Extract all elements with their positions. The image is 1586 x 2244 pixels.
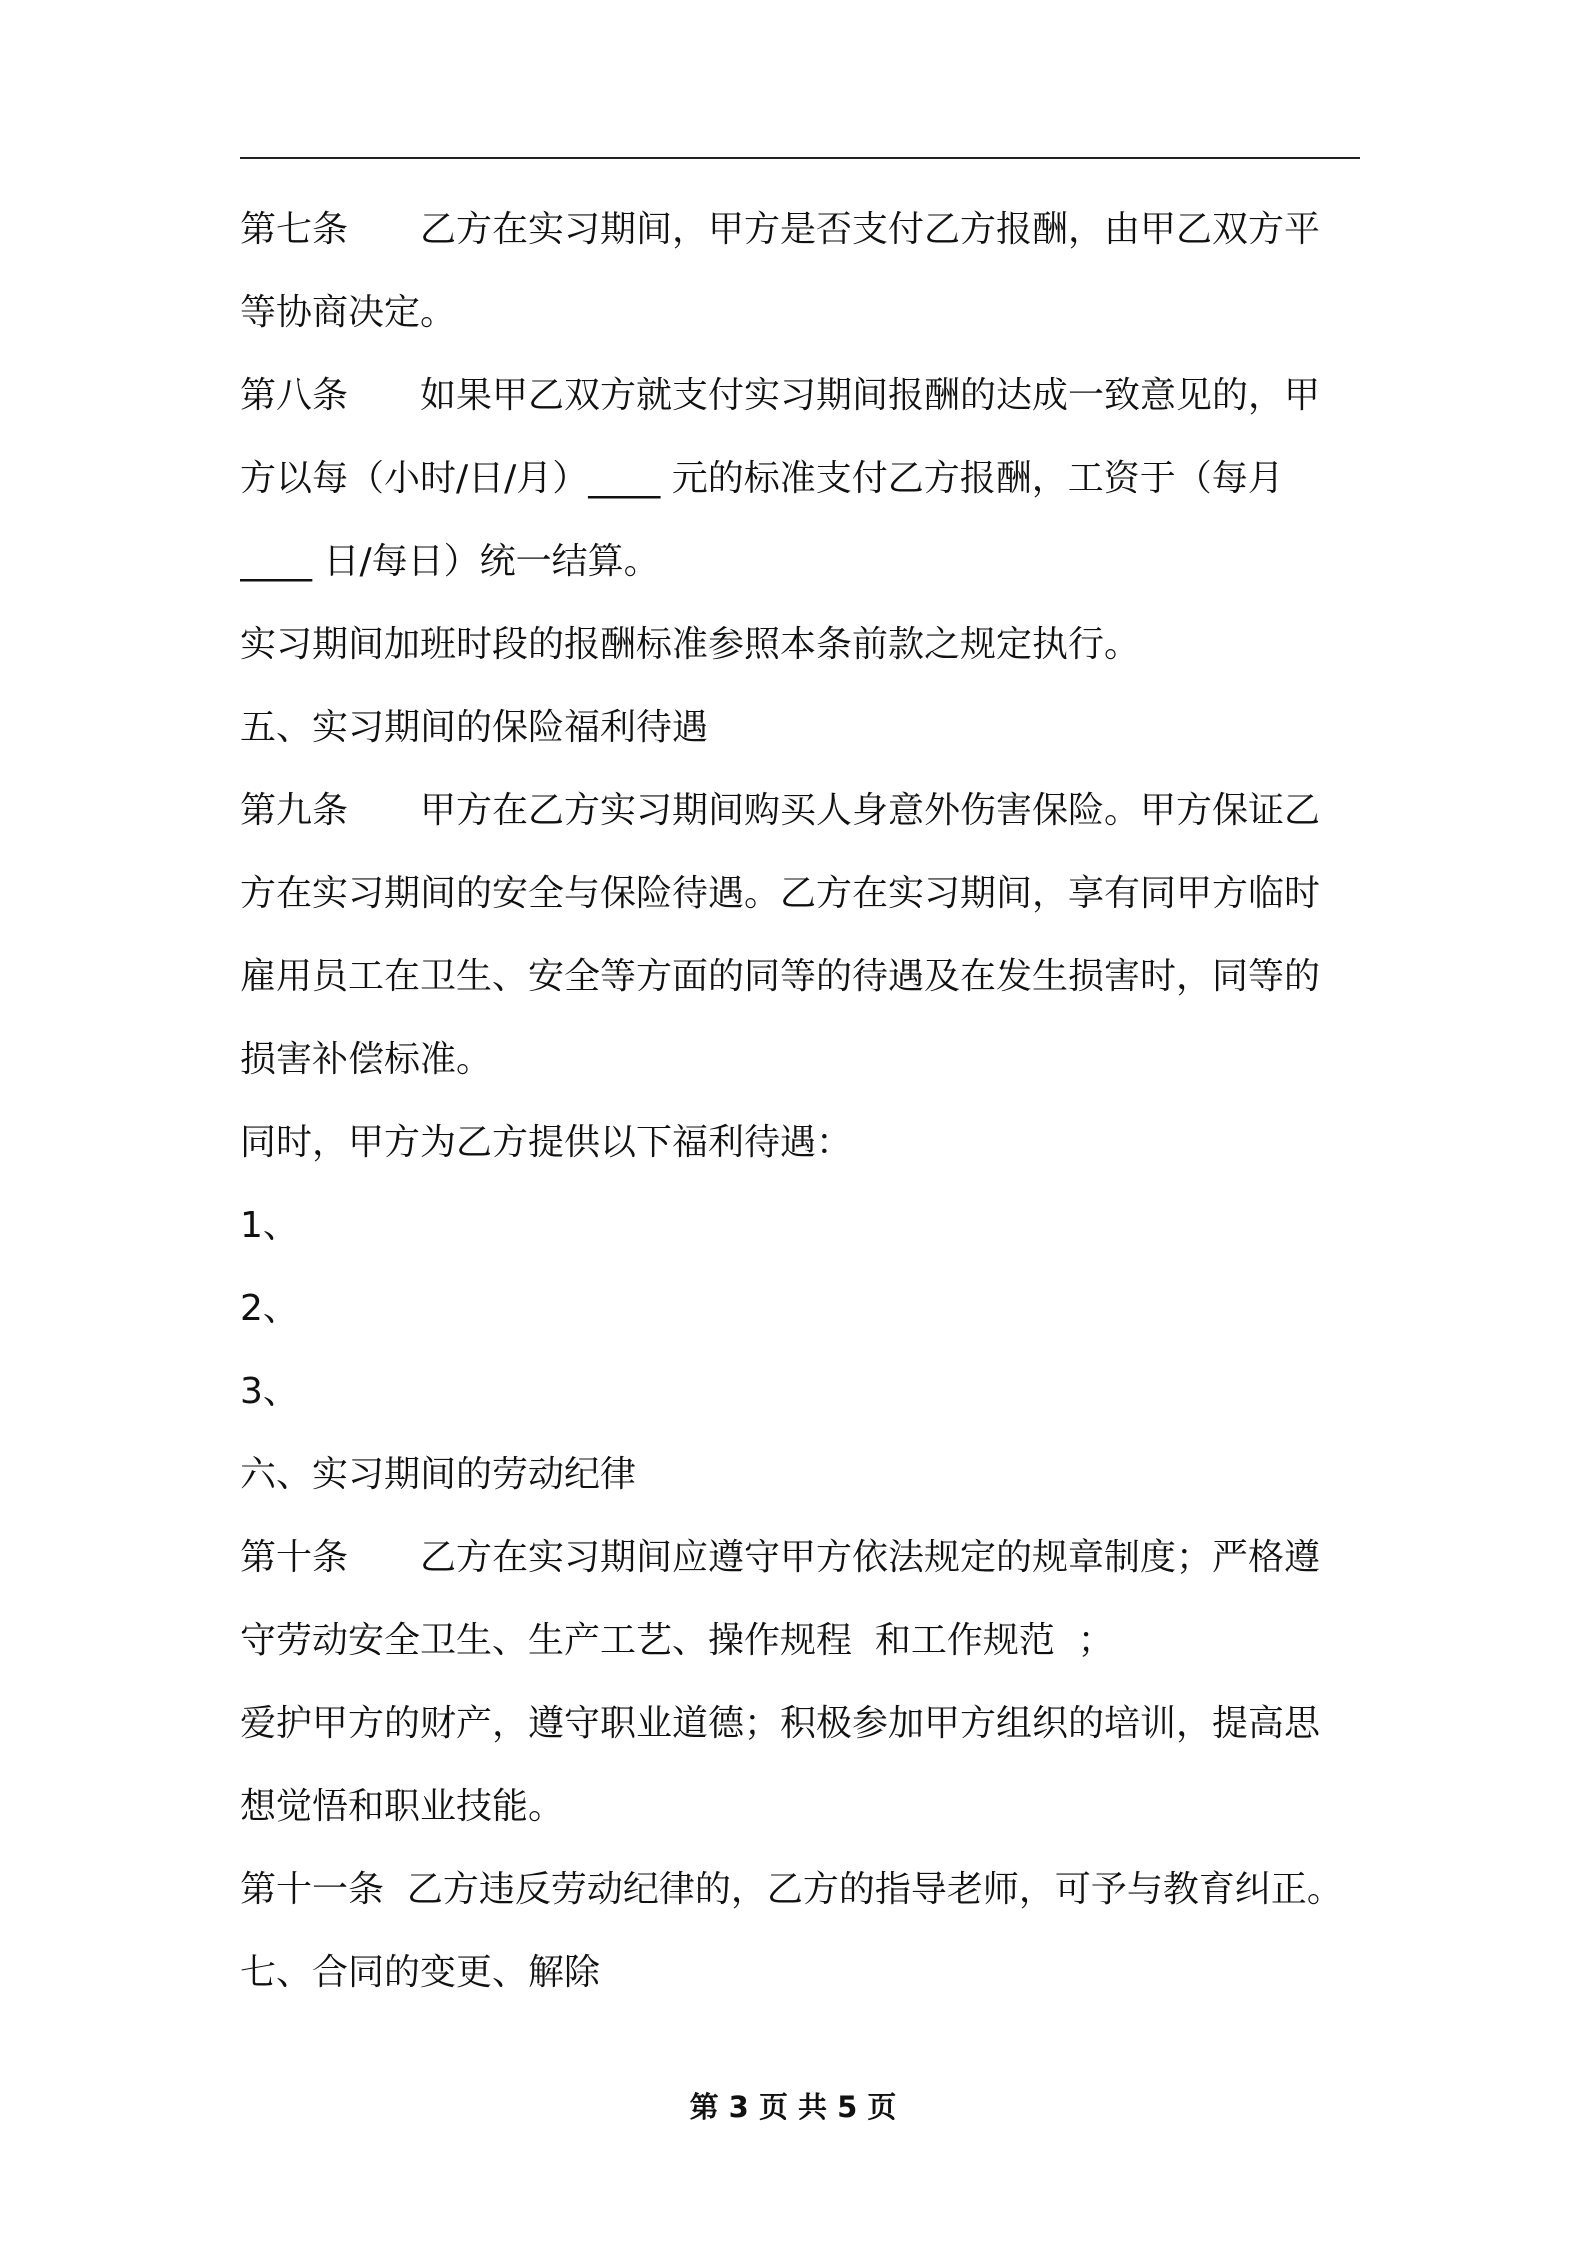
text-line: 第七条 乙方在实习期间，甲方是否支付乙方报酬，由甲乙双方平 (240, 209, 1321, 250)
text-line: 第八条 如果甲乙双方就支付实习期间报酬的达成一致意见的，甲 (240, 375, 1321, 416)
text-line: 方以每（小时/日/月）____ 元的标准支付乙方报酬，工资于（每月 (240, 458, 1284, 499)
text-line: 等协商决定。 (240, 292, 457, 333)
header-rule (240, 157, 1360, 159)
text-line: 方在实习期间的安全与保险待遇。乙方在实习期间，享有同甲方临时 (240, 873, 1321, 914)
text-line: 实习期间加班时段的报酬标准参照本条前款之规定执行。 (240, 624, 1141, 665)
section-heading: 五、实习期间的保险福利待遇 (240, 707, 709, 748)
text-line: 雇用员工在卫生、安全等方面的同等的待遇及在发生损害时，同等的 (240, 956, 1321, 997)
text-line: 爱护甲方的财产，遵守职业道德；积极参加甲方组织的培训，提高思 (240, 1703, 1321, 1744)
section-heading: 七、合同的变更、解除 (240, 1952, 601, 1993)
document-body (240, 188, 1365, 2014)
list-item: 1、 (240, 1205, 299, 1246)
list-item: 2、 (240, 1288, 299, 1329)
list-item: 3、 (240, 1371, 299, 1412)
text-line: ____ 日/每日）统一结算。 (240, 541, 660, 582)
text-line: 同时，甲方为乙方提供以下福利待遇： (240, 1122, 853, 1163)
text-line: 第十条 乙方在实习期间应遵守甲方依法规定的规章制度；严格遵 (240, 1537, 1321, 1578)
text-line: 损害补偿标准。 (240, 1039, 493, 1080)
section-heading: 六、实习期间的劳动纪律 (240, 1454, 637, 1495)
page-number-footer: 第 3 页 共 5 页 (689, 2090, 897, 2124)
text-line: 第九条 甲方在乙方实习期间购买人身意外伤害保险。甲方保证乙 (240, 790, 1321, 831)
text-line: 第十一条 乙方违反劳动纪律的，乙方的指导老师，可予与教育纠正。 (240, 1869, 1343, 1910)
text-line: 想觉悟和职业技能。 (240, 1786, 565, 1827)
text-line: 守劳动安全卫生、生产工艺、操作规程 和工作规范 ； (240, 1620, 1114, 1661)
